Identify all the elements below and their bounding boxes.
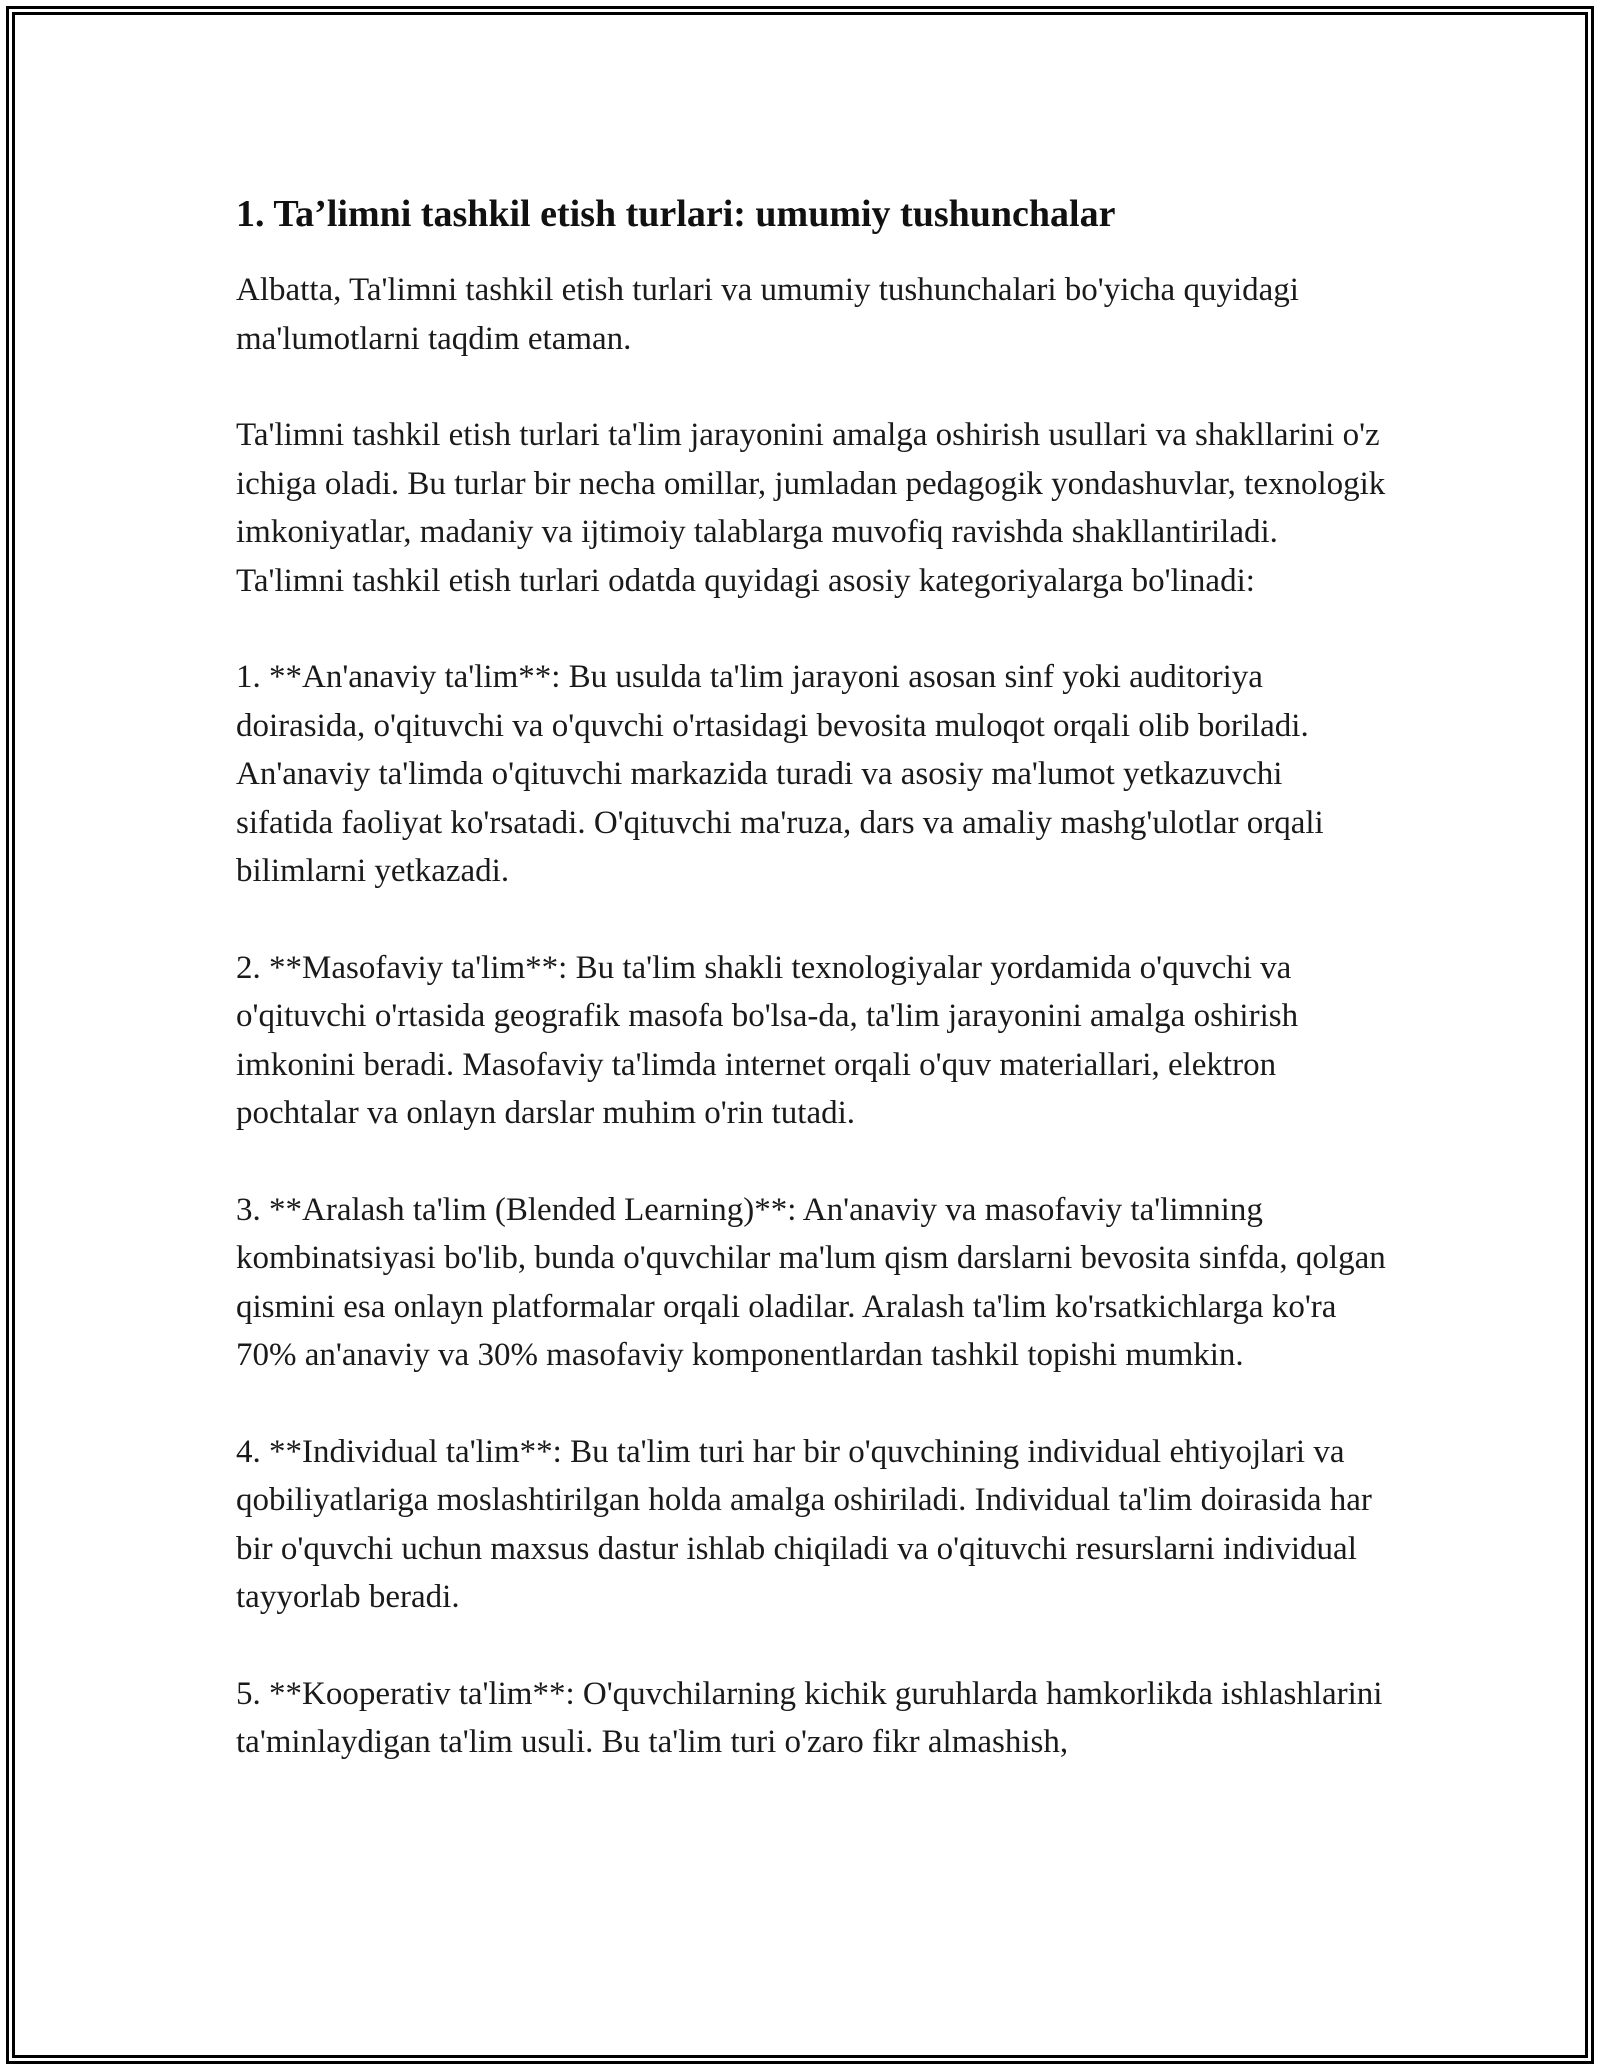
intro-paragraph: Albatta, Ta'limni tashkil etish turlari va umumiy tushunchalari bo'yicha quyidagi ma'lumotlarni taqdim etaman. — [236, 272, 1299, 357]
document-body — [236, 186, 1386, 1767]
list-item-distance: 2. **Masofaviy ta'lim**: Bu ta'lim shakli texnologiyalar yordamida o'quvchi va o'qituvchi o'rtasida geografik masofa bo'lsa-da, ta'lim jarayonini amalga oshirish imkonini beradi. Masofaviy ta'limda internet orqali o'quv materiallari, elektron pochtalar va onlayn darslar muhim o'rin tutadi. — [236, 949, 1299, 1131]
list-item-cooperative: 5. **Kooperativ ta'lim**: O'quvchilarning kichik guruhlarda hamkorlikda ishlashlarini ta'minlaydigan ta'lim usuli. Bu ta'lim turi o'zaro fikr almashish, — [236, 1675, 1383, 1760]
list-item-traditional: 1. **An'anaviy ta'lim**: Bu usulda ta'lim jarayoni asosan sinf yoki auditoriya doirasida, o'qituvchi va o'quvchi o'rtasidagi bevosita muloqot orqali olib boriladi. An'anaviy ta'limda o'qituvchi markazida turadi va asosiy ma'lumot yetkazuvchi sifatida faoliyat ko'rsatadi. O'qituvchi ma'ruza, dars va amaliy mashg'ulotlar orqali bilimlarni yetkazadi. — [236, 659, 1324, 889]
list-item-individual: 4. **Individual ta'lim**: Bu ta'lim turi har bir o'quvchining individual ehtiyojlari va qobiliyatlariga moslashtirilgan holda amalga oshiriladi. Individual ta'lim doirasida har bir o'quvchi uchun maxsus dastur ishlab chiqiladi va o'qituvchi resurslarni individual tayyorlab beradi. — [236, 1433, 1372, 1615]
document-title: 1. Ta’limni tashkil etish turlari: umumiy tushunchalar — [236, 193, 1116, 235]
list-item-blended: 3. **Aralash ta'lim (Blended Learning)**: An'anaviy va masofaviy ta'limning kombinatsiyasi bo'lib, bunda o'quvchilar ma'lum qism darslarni bevosita sinfda, qolgan qismini esa onlayn platformalar orqali oladilar. Aralash ta'lim ko'rsatkichlarga ko'ra 70% an'anaviy va 30% masofaviy komponentlardan tashkil topishi mumkin. — [236, 1191, 1386, 1373]
overview-paragraph: Ta'limni tashkil etish turlari ta'lim jarayonini amalga oshirish usullari va shakllarini o'z ichiga oladi. Bu turlar bir necha omillar, jumladan pedagogik yondashuvlar, texnologik imkoniyatlar, madaniy va ijtimoiy talablarga muvofiq ravishda shakllantiriladi. Ta'limni tashkil etish turlari odatda quyidagi asosiy kategoriyalarga bo'linadi: — [236, 417, 1386, 599]
